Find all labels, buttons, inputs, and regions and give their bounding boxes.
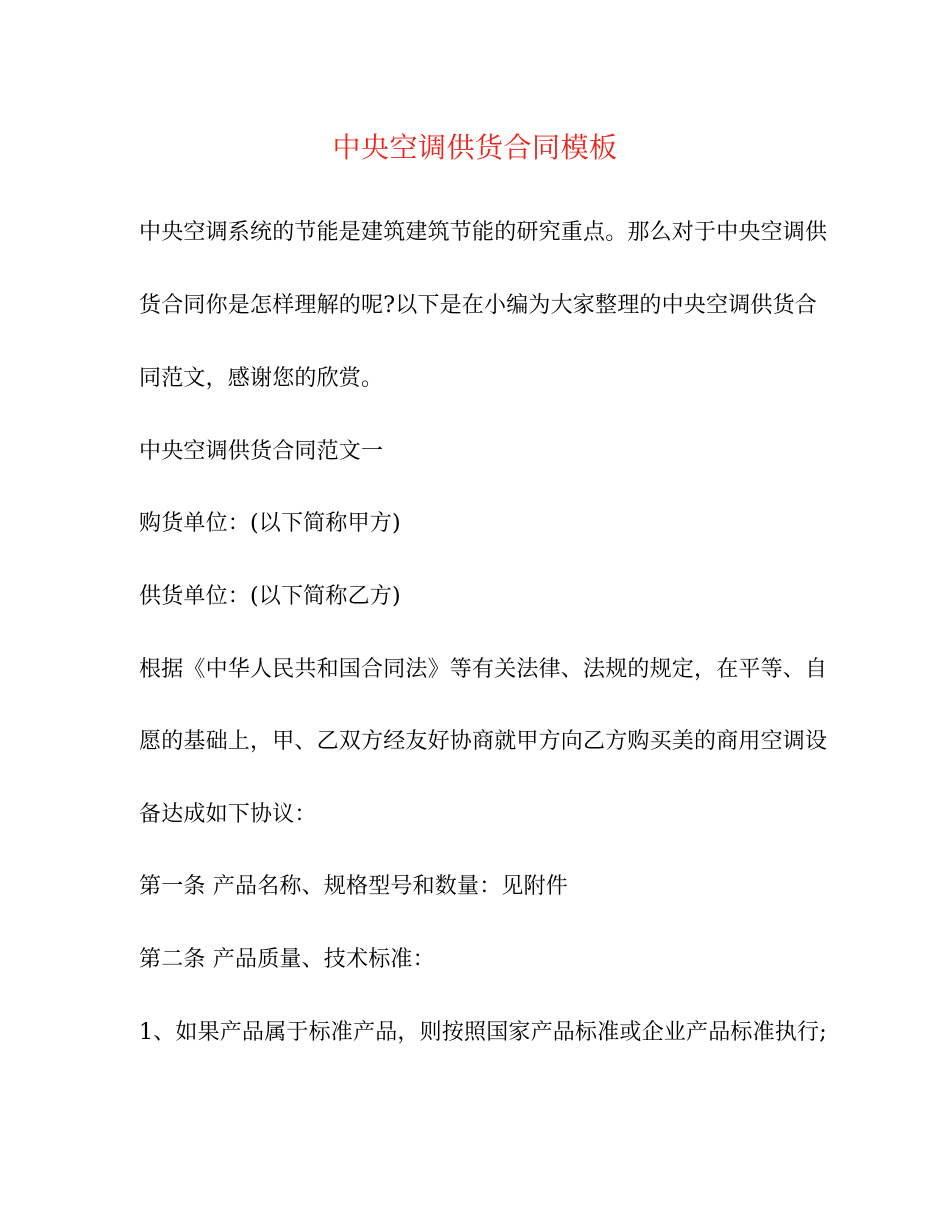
paragraph-line: 货合同你是怎样理解的呢?以下是在小编为大家整理的中央空调供货合: [139, 293, 817, 318]
paragraph-line: 同范文，感谢您的欣赏。: [139, 366, 384, 391]
buyer-line: 购货单位：(以下简称甲方): [139, 511, 401, 536]
document-title: 中央空调供货合同模板: [332, 131, 618, 164]
clause-item: 1、如果产品属于标准产品，则按照国家产品标准或企业产品标准执行;: [139, 1020, 827, 1045]
supplier-line: 供货单位：(以下简称乙方): [139, 584, 401, 609]
article-two: 第二条 产品质量、技术标准：: [139, 947, 435, 972]
paragraph-line: 根据《中华人民共和国合同法》等有关法律、法规的规定，在平等、自: [139, 657, 828, 682]
paragraph-line: 备达成如下协议：: [139, 802, 317, 827]
paragraph-line: 愿的基础上，甲、乙双方经友好协商就甲方向乙方购买美的商用空调设: [139, 729, 828, 754]
paragraph-line: 中央空调系统的节能是建筑建筑节能的研究重点。那么对于中央空调供: [139, 220, 828, 245]
article-one: 第一条 产品名称、规格型号和数量：见附件: [139, 874, 568, 899]
section-heading: 中央空调供货合同范文一: [139, 439, 384, 464]
